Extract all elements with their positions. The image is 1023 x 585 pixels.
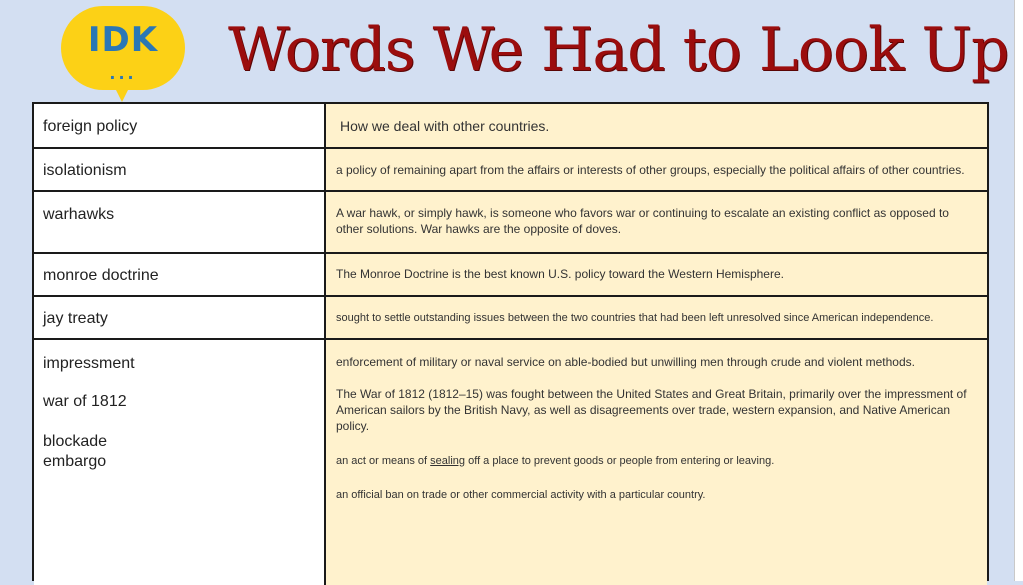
- table-row: [34, 192, 987, 254]
- term-cell: warhawks: [34, 192, 326, 252]
- term-cell: foreign policy: [34, 104, 326, 147]
- def-blockade: [336, 454, 969, 468]
- table-row: [34, 104, 987, 149]
- definition-cell: [326, 340, 987, 585]
- table-row: [34, 254, 987, 297]
- definition-cell: sought to settle outstanding issues between the two countries that had been left unresolved since American independence.: [326, 297, 987, 338]
- def-blockade-pre: an act or means of: [336, 455, 431, 467]
- table-row-combined: [34, 340, 987, 585]
- definition-cell: The Monroe Doctrine is the best known U.S. policy toward the Western Hemisphere.: [326, 254, 987, 295]
- def-war-of-1812: The War of 1812 (1812–15) was fought between the United States and Great Britain, primarily over the impressment of American sailors by the British Navy, as well as disagreements over trade, western expansion, and Native American policy.: [336, 387, 967, 433]
- slide-title: Words We Had to Look Up: [228, 15, 1009, 85]
- right-edge: [1014, 0, 1023, 581]
- term-cell: isolationism: [34, 149, 326, 190]
- term-embargo: embargo: [43, 453, 107, 470]
- definition-cell: How we deal with other countries.: [326, 104, 987, 147]
- idk-logo-dots: ...: [109, 64, 137, 83]
- term-blockade: blockade: [43, 433, 108, 450]
- term-cell: monroe doctrine: [34, 254, 326, 295]
- def-blockade-post: off a place to prevent goods or people from entering or leaving.: [465, 455, 775, 467]
- table-row: [34, 297, 987, 340]
- definition-cell: a policy of remaining apart from the affairs or interests of other groups, especially the political affairs of other countries.: [326, 149, 987, 190]
- table-row: [34, 149, 987, 192]
- def-embargo: an official ban on trade or other commercial activity with a particular country.: [336, 489, 706, 501]
- term-impressment: impressment: [43, 355, 135, 372]
- idk-logo-text: IDK: [87, 20, 159, 60]
- term-cell: [34, 340, 326, 585]
- idk-logo: [61, 6, 185, 106]
- term-cell: jay treaty: [34, 297, 326, 338]
- sealing-link[interactable]: sealing: [430, 455, 466, 467]
- vocabulary-table: [32, 102, 989, 581]
- speech-bubble-tail: [113, 84, 131, 102]
- def-impressment: enforcement of military or naval service on able-bodied but unwilling men through crude and violent methods.: [336, 355, 915, 369]
- definition-cell: A war hawk, or simply hawk, is someone who favors war or continuing to escalate an existing conflict as opposed to other solutions. War hawks are the opposite of doves.: [326, 192, 987, 252]
- term-war-of-1812: war of 1812: [43, 393, 127, 410]
